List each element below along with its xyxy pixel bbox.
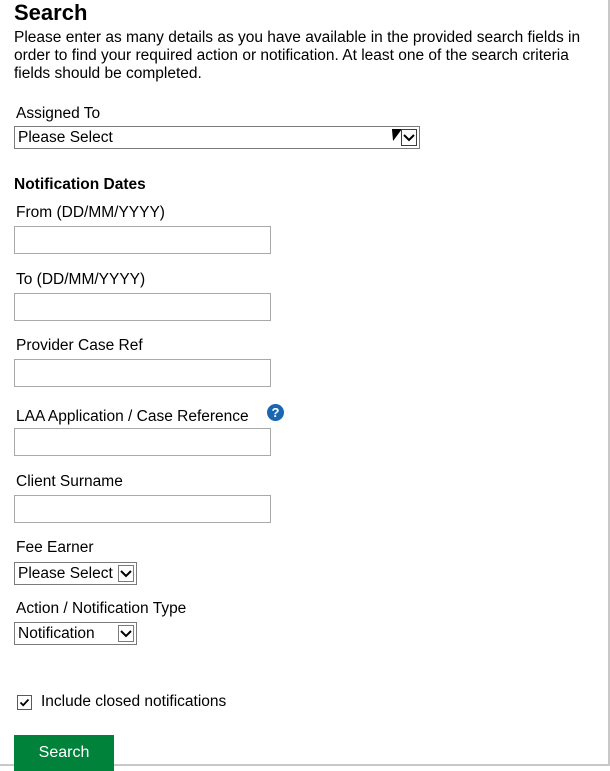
intro-text: Please enter as many details as you have available in the provided search fields in order to find your required action or notification. At least one of the search criteria fields should be completed.: [14, 29, 581, 82]
fee-earner-select[interactable]: [14, 562, 137, 585]
from-date-label: From (DD/MM/YYYY): [16, 204, 165, 221]
action-type-select[interactable]: [14, 622, 137, 645]
laa-reference-label: LAA Application / Case Reference: [16, 408, 249, 425]
chevron-down-icon[interactable]: [118, 625, 134, 642]
fee-earner-value: Please Select: [18, 565, 113, 582]
fee-earner-label: Fee Earner: [16, 539, 94, 556]
action-type-label: Action / Notification Type: [16, 600, 187, 617]
question-mark-icon[interactable]: ?: [267, 404, 284, 421]
assigned-to-value: Please Select: [18, 129, 113, 146]
notification-dates-heading: Notification Dates: [14, 176, 146, 193]
chevron-down-icon[interactable]: [401, 129, 417, 146]
assigned-to-select[interactable]: [14, 126, 420, 149]
include-closed-label[interactable]: Include closed notifications: [41, 693, 227, 710]
search-button[interactable]: Search: [14, 735, 114, 771]
chevron-down-icon[interactable]: [118, 565, 134, 582]
cursor-pointer-icon: [388, 129, 402, 141]
assigned-to-label: Assigned To: [16, 105, 101, 122]
client-surname-input[interactable]: [14, 495, 271, 523]
provider-case-ref-label: Provider Case Ref: [16, 337, 143, 354]
check-icon: [18, 696, 31, 709]
action-type-value: Notification: [18, 625, 95, 642]
to-date-input[interactable]: [14, 293, 271, 321]
laa-reference-input[interactable]: [14, 428, 271, 456]
client-surname-label: Client Surname: [16, 473, 123, 490]
from-date-input[interactable]: [14, 226, 271, 254]
provider-case-ref-input[interactable]: [14, 359, 271, 387]
to-date-label: To (DD/MM/YYYY): [16, 271, 146, 288]
page-title: Search: [14, 0, 88, 25]
include-closed-checkbox[interactable]: [17, 695, 32, 710]
